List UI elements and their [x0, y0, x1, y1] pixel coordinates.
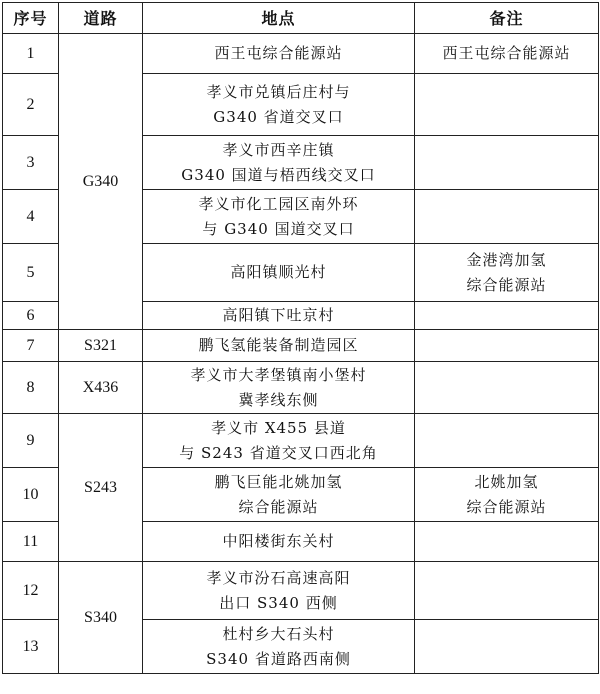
row-number: 9	[3, 414, 59, 468]
cell-line: 孝义市 X455 县道	[211, 418, 346, 437]
table-body	[3, 34, 599, 674]
note-cell	[415, 562, 599, 620]
location-cell	[143, 190, 415, 244]
cell-line: 高阳镇下吐京村	[222, 306, 335, 324]
row-number: 5	[3, 244, 59, 302]
table-row	[3, 330, 599, 362]
location-cell	[143, 522, 415, 562]
note-cell	[415, 414, 599, 468]
cell-line: 与 S243 省道交叉口西北角	[179, 443, 378, 462]
header-no: 序号	[3, 3, 59, 34]
cell-line: G340 省道交叉口	[213, 107, 344, 126]
header-road: 道路	[59, 3, 143, 34]
row-number: 2	[3, 74, 59, 136]
note-cell	[415, 468, 599, 522]
road-cell: G340	[59, 34, 143, 330]
cell-line: 西王屯综合能源站	[214, 44, 343, 62]
note-cell	[415, 522, 599, 562]
road-cell: X436	[59, 362, 143, 414]
cell-line: 中阳楼街东关村	[222, 532, 335, 550]
location-cell	[143, 562, 415, 620]
table-row	[3, 362, 599, 414]
row-number: 10	[3, 468, 59, 522]
note-cell	[415, 330, 599, 362]
cell-line: 鹏飞巨能北姚加氢	[214, 472, 343, 491]
location-cell	[143, 468, 415, 522]
location-cell	[143, 136, 415, 190]
note-cell	[415, 362, 599, 414]
station-table	[2, 2, 599, 674]
road-cell: S321	[59, 330, 143, 362]
road-cell: S340	[59, 562, 143, 674]
cell-line: 孝义市化工园区南外环	[198, 194, 359, 213]
cell-line: 出口 S340 西侧	[219, 593, 338, 612]
note-cell	[415, 302, 599, 330]
row-number: 7	[3, 330, 59, 362]
table-row	[3, 34, 599, 74]
cell-line: 金港湾加氢	[466, 250, 547, 269]
location-cell	[143, 330, 415, 362]
cell-line: 孝义市兑镇后庄村与	[206, 82, 351, 101]
header-location: 地点	[143, 3, 415, 34]
note-cell	[415, 34, 599, 74]
cell-line: 孝义市汾石高速高阳	[206, 568, 351, 587]
cell-line: 冀孝线东侧	[238, 390, 319, 409]
note-cell	[415, 136, 599, 190]
location-cell	[143, 620, 415, 674]
note-cell	[415, 190, 599, 244]
location-cell	[143, 302, 415, 330]
cell-line: 与 G340 国道交叉口	[202, 219, 355, 238]
header-row	[3, 3, 599, 34]
row-number: 3	[3, 136, 59, 190]
cell-line: 高阳镇顺光村	[230, 263, 327, 281]
cell-line: S340 省道路西南侧	[206, 649, 351, 668]
location-cell	[143, 244, 415, 302]
cell-line: 孝义市西辛庄镇	[222, 140, 335, 159]
cell-line: 孝义市大孝堡镇南小堡村	[190, 365, 367, 384]
header-note: 备注	[415, 3, 599, 34]
cell-line: 西王屯综合能源站	[442, 44, 571, 62]
row-number: 11	[3, 522, 59, 562]
cell-line: G340 国道与梧西线交叉口	[181, 165, 376, 184]
note-cell	[415, 244, 599, 302]
cell-line: 北姚加氢	[474, 472, 539, 491]
location-cell	[143, 414, 415, 468]
table-row	[3, 414, 599, 468]
location-cell	[143, 362, 415, 414]
location-cell	[143, 74, 415, 136]
note-cell	[415, 620, 599, 674]
location-cell	[143, 34, 415, 74]
note-cell	[415, 74, 599, 136]
row-number: 4	[3, 190, 59, 244]
row-number: 8	[3, 362, 59, 414]
cell-line: 鹏飞氢能装备制造园区	[198, 336, 359, 354]
table-row	[3, 562, 599, 620]
row-number: 1	[3, 34, 59, 74]
row-number: 13	[3, 620, 59, 674]
cell-line: 综合能源站	[238, 497, 319, 516]
cell-line: 综合能源站	[466, 275, 547, 294]
row-number: 12	[3, 562, 59, 620]
cell-line: 综合能源站	[466, 497, 547, 516]
row-number: 6	[3, 302, 59, 330]
road-cell: S243	[59, 414, 143, 562]
cell-line: 杜村乡大石头村	[222, 624, 335, 643]
